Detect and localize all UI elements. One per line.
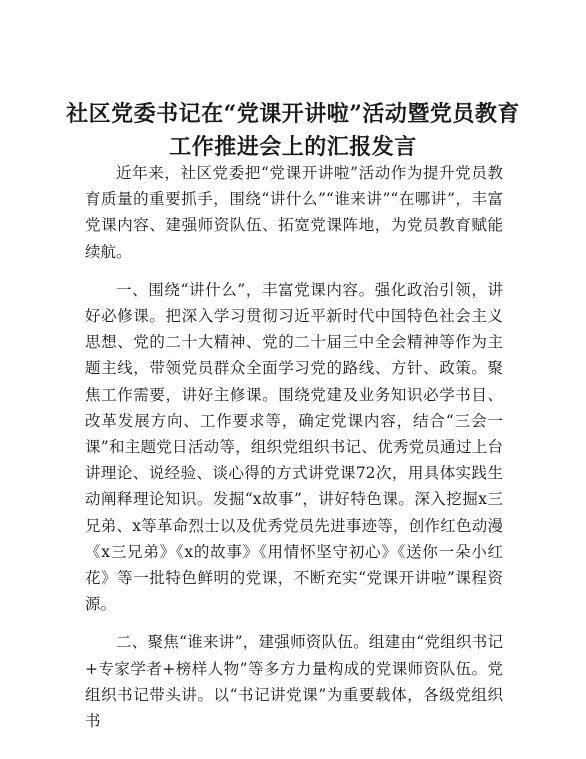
document-body [85, 160, 503, 746]
paragraph-section-1: 一、围绕“讲什么”，丰富党课内容。强化政治引领，讲好必修课。把深入学习贯彻习近平新时代中国特色社会主义思想、党的二十大精神、党的二十届三中全会精神等作为主题主线，带领党员群众全面学习党的路线、方针、政策。聚焦工作需要，讲好主修课。围绕党建及业务知识必学书目、改革发展方向、工作要求等，确定党课内容，结合“三会一课”和主题党日活动等，组织党组织书记、优秀党员通过上台讲理论、说经验、谈心得的方式讲党课72次，用具体实践生动阐释理论知识。发掘“x故事”，讲好特色课。深入挖掘x三兄弟、x等革命烈士以及优秀党员先进事迹等，创作红色动漫《x三兄弟》《x的故事》《用情怀坚守初心》《送你一朵小红花》等一批特色鲜明的党课，不断充实“党课开讲啦”课程资源。 [85, 280, 503, 614]
paragraph-section-2: 二、聚焦“谁来讲”，建强师资队伍。组建由“党组织书记+专家学者+榜样人物”等多方力量构成的党课师资队伍。党组织书记带头讲。以“书记讲党课”为重要载体，各级党组织书 [85, 633, 503, 731]
paragraph-intro: 近年来，社区党委把“党课开讲啦”活动作为提升党员教育质量的重要抓手，围绕“讲什么”“谁来讲”“在哪讲”，丰富党课内容、建强师资队伍、拓宽党课阵地，为党员教育赋能续航。 [85, 164, 503, 261]
document-title: 社区党委书记在“党课开讲啦”活动暨党员教育工作推进会上的汇报发言 [66, 101, 520, 160]
